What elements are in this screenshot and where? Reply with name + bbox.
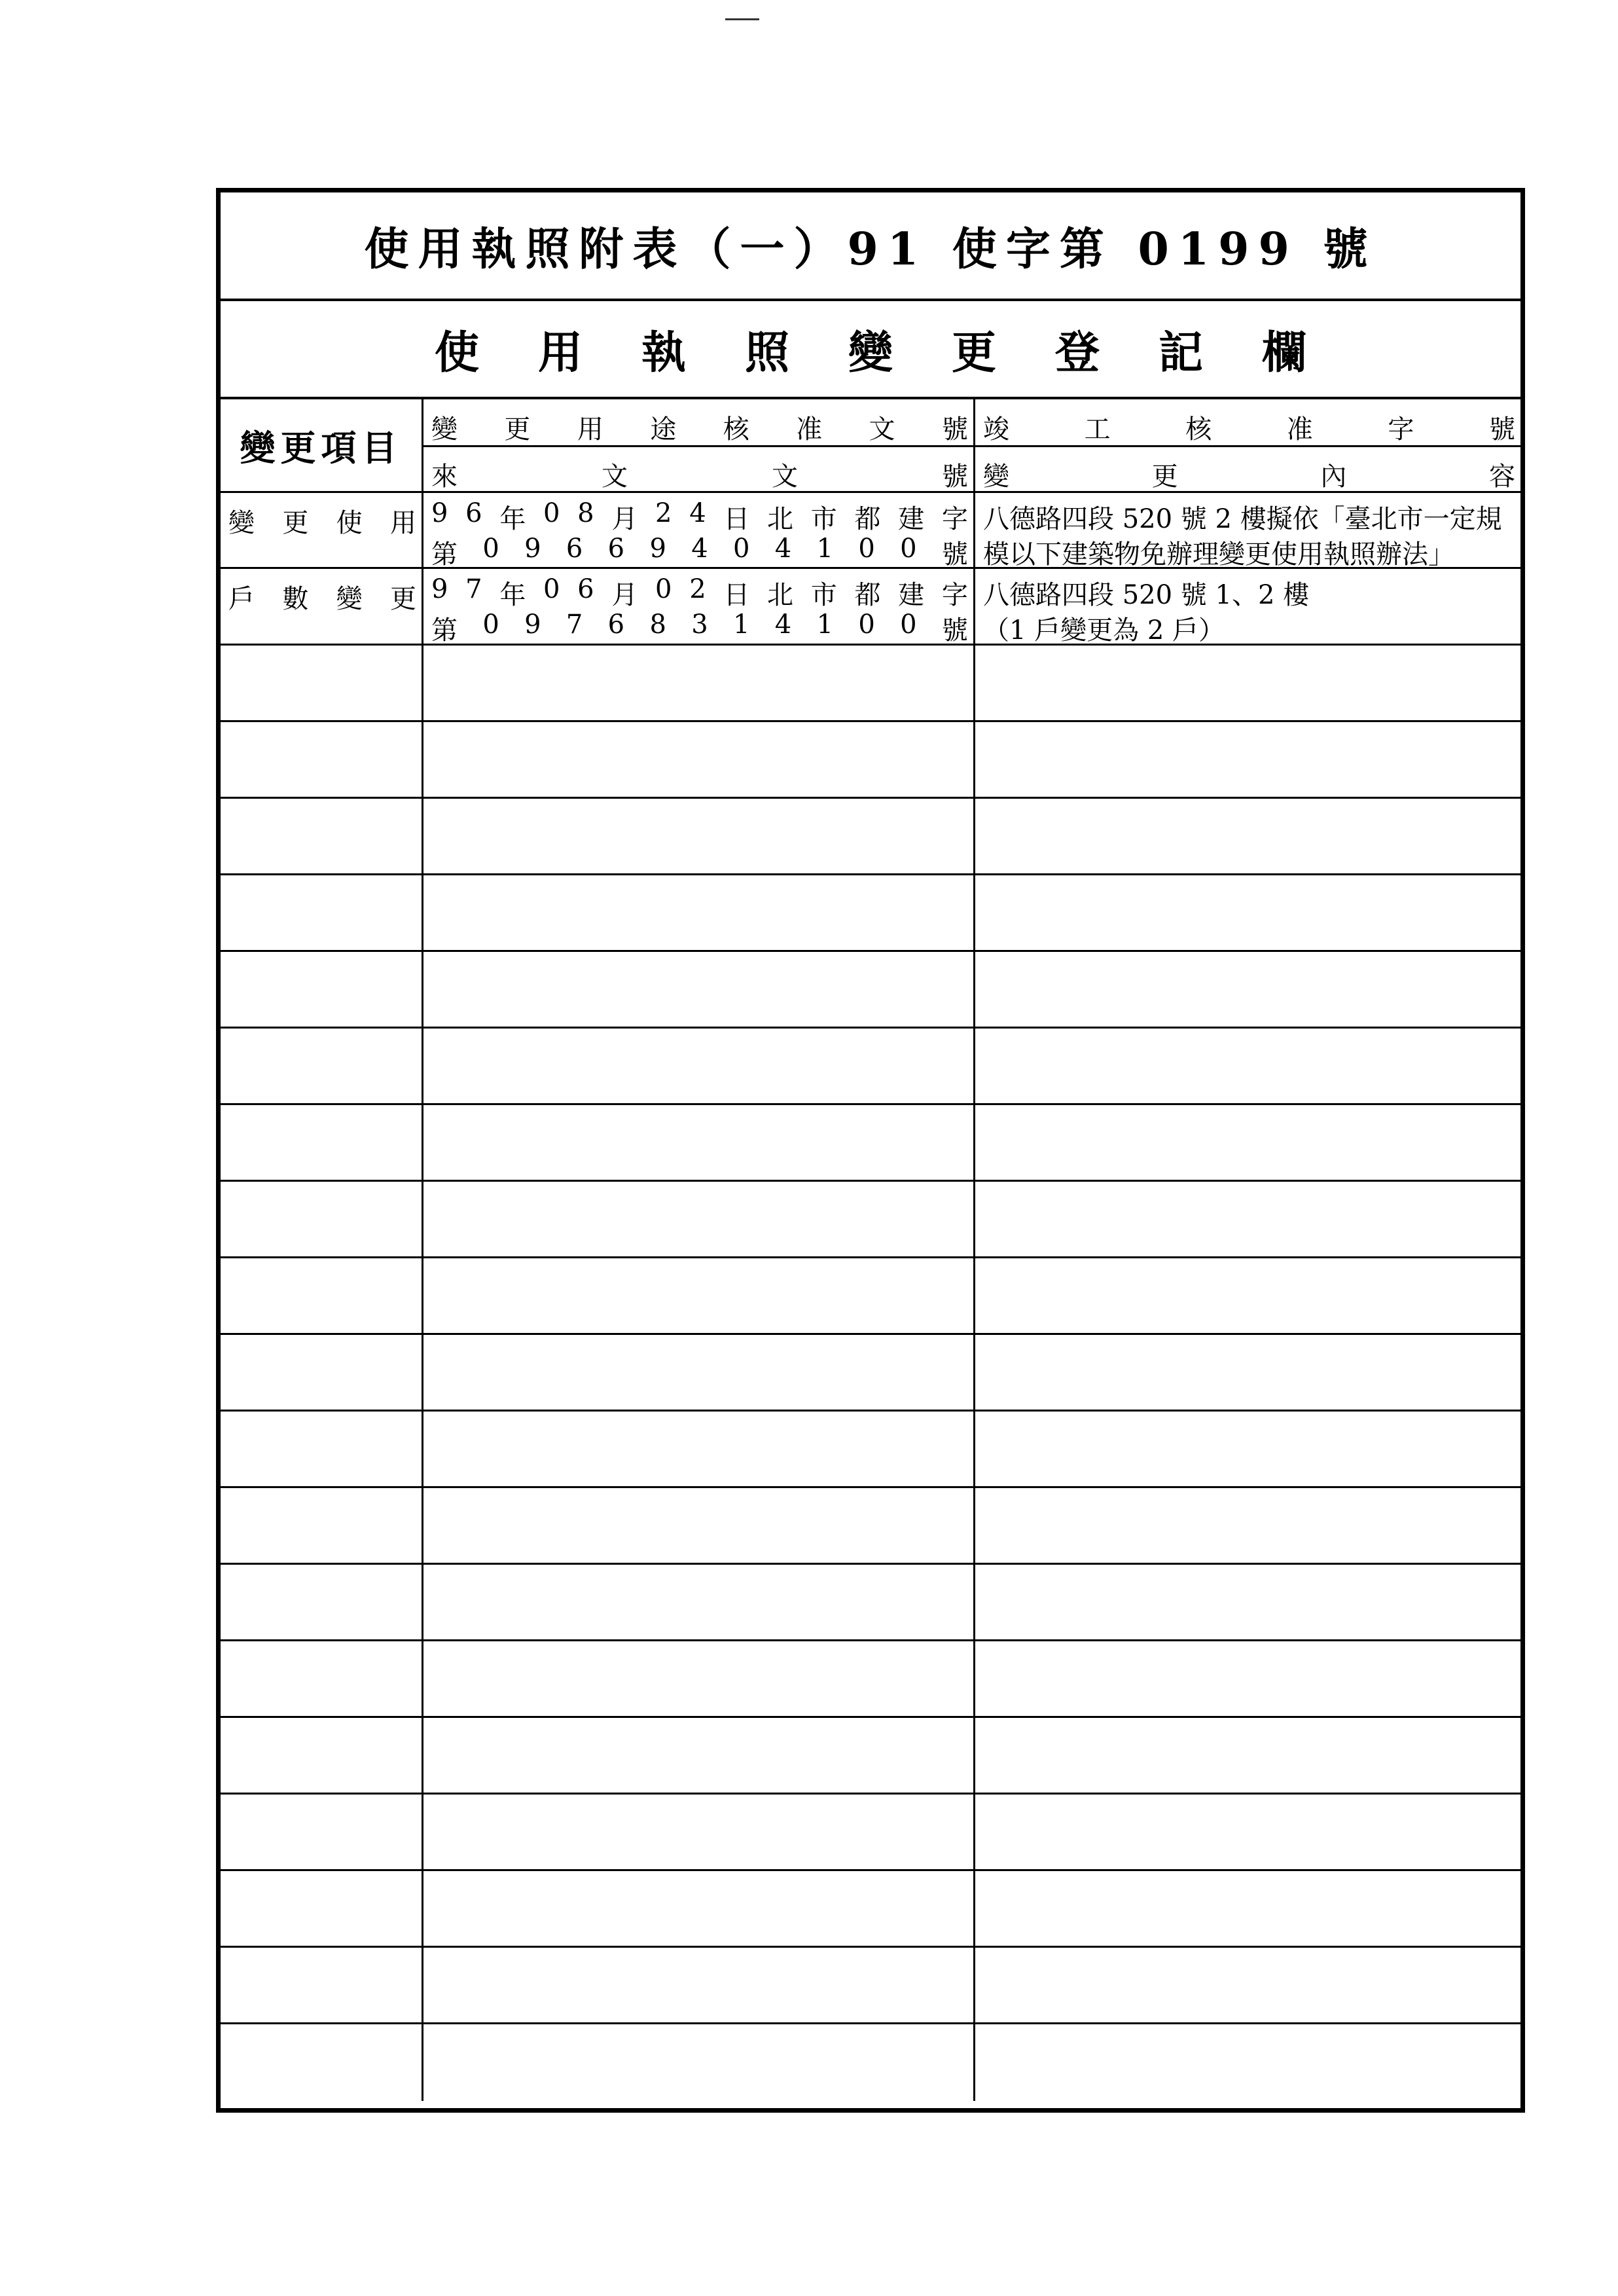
entry-item: 變 更 使 用 [228, 508, 416, 538]
entry-content-line1: 八德路四段 520 號 1、2 樓 [983, 580, 1310, 610]
empty-table-row [221, 1948, 1520, 2024]
empty-cell [221, 1258, 423, 1333]
table-row [221, 569, 1520, 646]
empty-table-row [221, 1335, 1520, 1412]
empty-cell [975, 875, 1520, 950]
empty-cell [423, 1335, 975, 1410]
empty-table-row [221, 1105, 1520, 1182]
empty-cell [221, 2024, 423, 2101]
empty-table-row [221, 1565, 1520, 1641]
empty-cell [423, 875, 975, 950]
empty-table-row [221, 799, 1520, 875]
empty-cell [975, 646, 1520, 720]
entry-doc-line2: 第 0 9 6 6 9 4 0 4 1 0 0 號 [431, 534, 968, 570]
header-approval-doc [423, 399, 975, 491]
empty-cell [423, 1412, 975, 1486]
empty-cell [975, 1182, 1520, 1256]
header-approval-doc-line1: 變 更 用 途 核 准 文 號 [431, 414, 968, 445]
empty-cell [975, 1948, 1520, 2022]
empty-cell [975, 2024, 1520, 2101]
empty-table-row [221, 1182, 1520, 1258]
empty-cell [423, 1641, 975, 1716]
empty-table-row [221, 952, 1520, 1029]
entry-item: 戶 數 變 更 [228, 584, 416, 614]
empty-cell [975, 1488, 1520, 1563]
empty-table-row [221, 2024, 1520, 2101]
empty-cell [221, 1488, 423, 1563]
empty-cell [423, 1029, 975, 1103]
empty-table-row [221, 1871, 1520, 1948]
empty-cell [423, 952, 975, 1027]
empty-table-row [221, 1641, 1520, 1718]
empty-table-row [221, 1029, 1520, 1105]
empty-cell [975, 1641, 1520, 1716]
empty-cell [221, 875, 423, 950]
form-subtitle: 使用執照變更登記欄 [221, 301, 1520, 399]
empty-cell [975, 952, 1520, 1027]
empty-cell [423, 1948, 975, 2022]
top-scan-mark [725, 18, 759, 20]
empty-table-row [221, 1412, 1520, 1488]
empty-cell [221, 1335, 423, 1410]
header-completion-line1: 竣 工 核 准 字 號 [983, 414, 1515, 445]
empty-cell [423, 2024, 975, 2101]
empty-cell [975, 1718, 1520, 1793]
empty-table-row [221, 1795, 1520, 1871]
empty-cell [975, 799, 1520, 873]
empty-cell [975, 1412, 1520, 1486]
empty-table-row [221, 1488, 1520, 1565]
empty-cell [975, 1335, 1520, 1410]
empty-cell [221, 1565, 423, 1639]
entry-doc-line1: 9 7 年 0 6 月 0 2 日 北 市 都 建 字 [431, 574, 968, 610]
empty-cell [221, 1029, 423, 1103]
empty-cell [423, 722, 975, 797]
entry-doc-line1: 9 6 年 0 8 月 2 4 日 北 市 都 建 字 [431, 498, 968, 534]
entry-content-line1: 八德路四段 520 號 2 樓擬依「臺北市一定規 [983, 504, 1502, 534]
header-completion [975, 399, 1520, 491]
header-change-item-label: 變更項目 [240, 426, 403, 469]
empty-table-row [221, 1718, 1520, 1795]
empty-cell [221, 1182, 423, 1256]
license-change-form [216, 188, 1525, 2113]
empty-cell [221, 1871, 423, 1946]
empty-cell [221, 1948, 423, 2022]
header-approval-doc-line2: 來 文 文 號 [431, 462, 968, 492]
empty-cell [975, 1795, 1520, 1869]
empty-cell [423, 1182, 975, 1256]
empty-cell [423, 1488, 975, 1563]
empty-cell [423, 1105, 975, 1180]
empty-cell [975, 722, 1520, 797]
form-title: 使用執照附表（一）91 使字第 0199 號 [221, 192, 1520, 301]
empty-cell [221, 952, 423, 1027]
entry-doc-line2: 第 0 9 7 6 8 3 1 4 1 0 0 號 [431, 610, 968, 646]
empty-cell [423, 799, 975, 873]
empty-cell [423, 1795, 975, 1869]
empty-table-row [221, 722, 1520, 799]
empty-cell [221, 1412, 423, 1486]
empty-cell [423, 1565, 975, 1639]
entry-content-line2: （1 戶變更為 2 戶） [983, 615, 1225, 646]
header-change-item [221, 399, 423, 491]
empty-table-row [221, 875, 1520, 952]
empty-cell [221, 646, 423, 720]
empty-table-row [221, 1258, 1520, 1335]
empty-table-row [221, 646, 1520, 722]
table-header-row [221, 399, 1520, 493]
empty-cell [975, 1029, 1520, 1103]
empty-cell [221, 1795, 423, 1869]
empty-cell [975, 1871, 1520, 1946]
header-completion-line2: 變 更 內 容 [983, 462, 1515, 492]
empty-cell [975, 1565, 1520, 1639]
empty-cell [221, 1718, 423, 1793]
empty-cell [423, 1258, 975, 1333]
empty-cell [221, 722, 423, 797]
empty-cell [975, 1258, 1520, 1333]
empty-cell [423, 646, 975, 720]
empty-cell [423, 1718, 975, 1793]
empty-cell [975, 1105, 1520, 1180]
empty-cell [423, 1871, 975, 1946]
empty-cell [221, 1641, 423, 1716]
empty-cell [221, 799, 423, 873]
table-row [221, 493, 1520, 569]
empty-cell [221, 1105, 423, 1180]
entry-content-line2: 模以下建築物免辦理變更使用執照辦法」 [983, 539, 1454, 570]
